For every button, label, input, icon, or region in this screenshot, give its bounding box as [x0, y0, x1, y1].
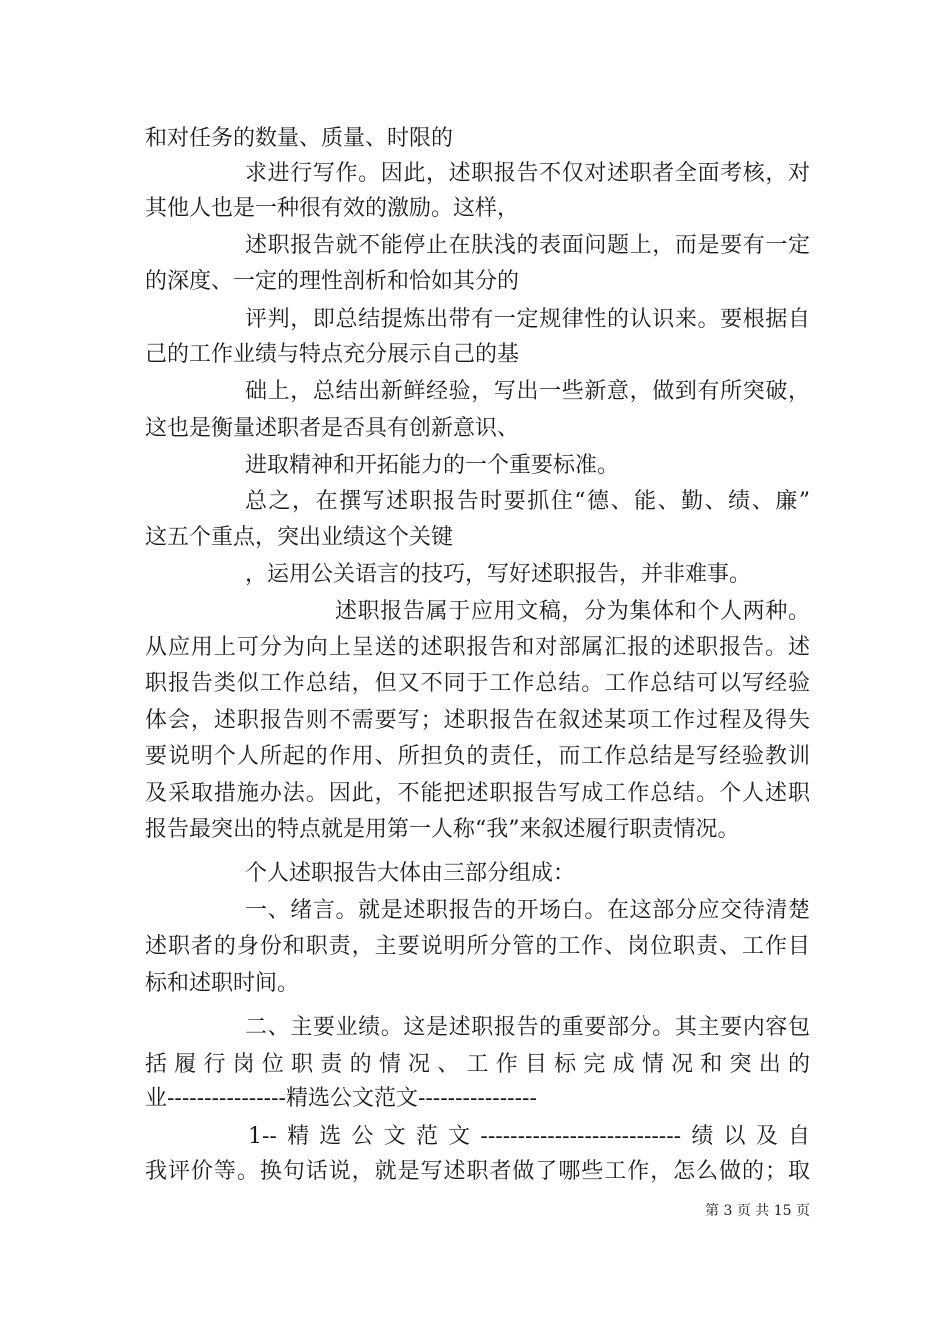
text-line: 进取精神和开拓能力的一个重要标准。 [245, 453, 620, 478]
text-line: 报告最突出的特点就是用第一人称“我”来叙述履行职责情况。 [145, 817, 740, 842]
text-line: 1--精选公文范文---------------------------绩以及自 [248, 1124, 810, 1149]
text-line: ，运用公关语言的技巧，写好述职报告，并非难事。 [245, 562, 752, 587]
text-line: 标和述职时间。 [145, 971, 300, 996]
text-line: 础上，总结出新鲜经验，写出一些新意，做到有所突破， [245, 379, 810, 404]
text-line: 总之，在撰写述职报告时要抓住“德、能、勤、绩、廉” [245, 489, 810, 514]
text-line: 这也是衡量述职者是否具有创新意识、 [145, 416, 520, 441]
text-line: 及采取措施办法。因此，不能把述职报告写成工作总结。个人述职 [145, 781, 810, 806]
page-number-footer: 第 3 页 共 15 页 [705, 1203, 810, 1219]
text-line: 一、绪言。就是述职报告的开场白。在这部分应交待清楚 [245, 898, 810, 923]
text-line: 个人述职报告大体由三部分组成： [245, 861, 576, 886]
text-line: 体会，述职报告则不需要写；述职报告在叙述某项工作过程及得失 [145, 708, 810, 733]
text-line: 求进行写作。因此，述职报告不仅对述职者全面考核，对 [245, 161, 810, 186]
text-line: 和对任务的数量、质量、时限的 [145, 126, 454, 151]
text-line: 从应用上可分为向上呈送的述职报告和对部属汇报的述职报告。述 [145, 635, 810, 660]
text-line: 这五个重点，突出业绩这个关键 [145, 525, 454, 550]
text-line: 要说明个人所起的作用、所担负的责任，而工作总结是写经验教训 [145, 744, 810, 769]
text-line: 括履行岗位职责的情况、工作目标完成情况和突出的 [145, 1052, 810, 1077]
text-line: 二、主要业绩。这是述职报告的重要部分。其主要内容包 [245, 1015, 810, 1040]
text-line: 述职报告属于应用文稿，分为集体和个人两种。 [335, 599, 810, 624]
text-line: 职报告类似工作总结，但又不同于工作总结。工作总结可以写经验 [145, 671, 810, 696]
text-line: 的深度、一定的理性剖析和恰如其分的 [145, 269, 520, 294]
text-line: 己的工作业绩与特点充分展示自己的基 [145, 342, 520, 367]
text-line: 述职者的身份和职责，主要说明所分管的工作、岗位职责、工作目 [145, 934, 810, 959]
text-line: 我评价等。换句话说，就是写述职者做了哪些工作，怎么做的；取 [145, 1159, 810, 1184]
text-line: 业----------------精选公文范文---------------- [145, 1086, 537, 1111]
text-line: 评判，即总结提炼出带有一定规律性的认识来。要根据自 [245, 307, 810, 332]
text-line: 其他人也是一种很有效的激励。这样， [145, 196, 520, 221]
text-line: 述职报告就不能停止在肤浅的表面问题上，而是要有一定 [245, 233, 810, 258]
